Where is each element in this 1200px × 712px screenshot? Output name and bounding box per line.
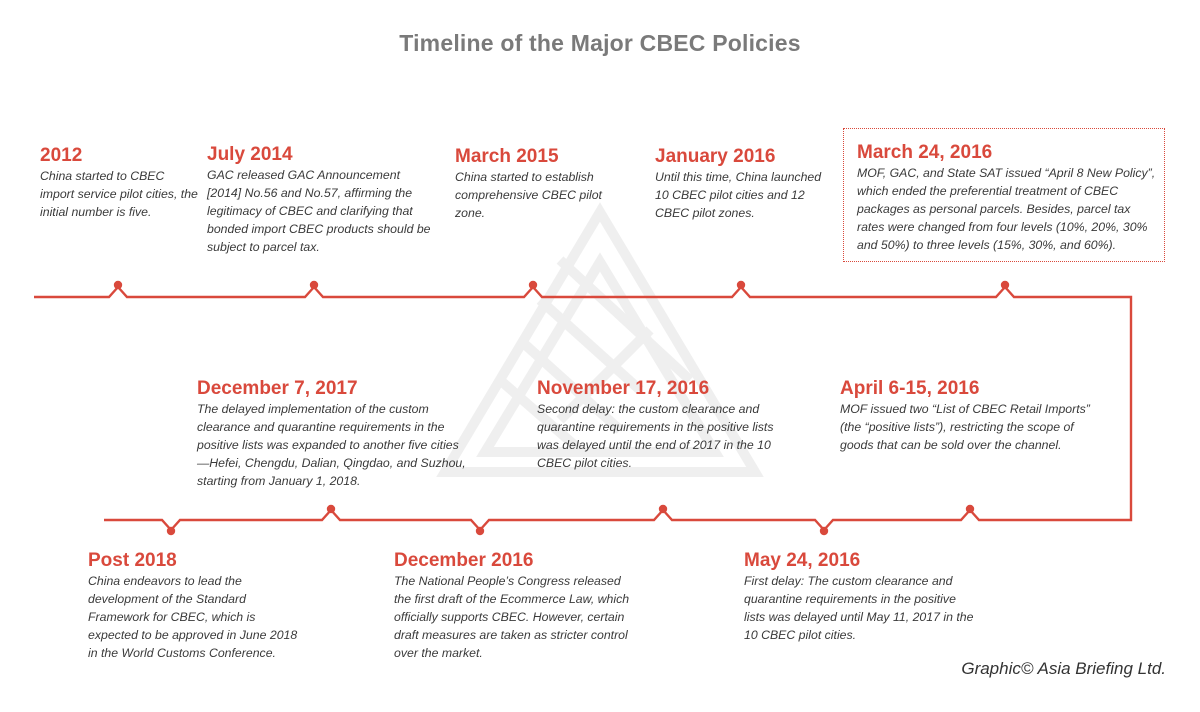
event-march-24-2016 bbox=[857, 142, 1157, 254]
event-description: The delayed implementation of the custom clearance and quarantine requirements in the positive lists was expanded to another five cities—Hefei, Chengdu, Dalian, Qingdao, and Suzhou, starting from January 1, 2018. bbox=[197, 402, 466, 488]
timeline-marker-dot bbox=[114, 281, 122, 289]
event-date: March 24, 2016 bbox=[857, 142, 993, 163]
timeline-marker-dot bbox=[167, 527, 175, 535]
timeline-marker-dot bbox=[820, 527, 828, 535]
event-description: First delay: The custom clearance and quarantine requirements in the positive lists was delayed until May 11, 2017 in the 10 CBEC pilot cities. bbox=[744, 574, 974, 642]
event-date: Post 2018 bbox=[88, 550, 177, 571]
timeline-marker-dot bbox=[659, 505, 667, 513]
timeline-marker-dot bbox=[737, 281, 745, 289]
event-description: China started to CBEC import service pilot cities, the initial number is five. bbox=[40, 169, 198, 219]
event-date: November 17, 2016 bbox=[537, 378, 710, 399]
event-description: MOF, GAC, and State SAT issued “April 8 New Policy”, which ended the preferential treatment of CBEC packages as personal parcels. Besides, parcel tax rates were changed from four levels (10%, 20%, 30% and 50%) to three levels (15%, 30%, and 60%). bbox=[857, 166, 1156, 252]
page-title: Timeline of the Major CBEC Policies bbox=[399, 30, 801, 56]
event-december-7-2017 bbox=[197, 378, 467, 490]
event-date: July 2014 bbox=[207, 144, 293, 165]
event-march-2015 bbox=[455, 146, 625, 222]
event-may-24-2016 bbox=[744, 550, 974, 644]
event-2012 bbox=[40, 145, 200, 221]
event-description: Until this time, China launched 10 CBEC pilot cities and 12 CBEC pilot zones. bbox=[655, 170, 822, 220]
graphic-credit: Graphic© Asia Briefing Ltd. bbox=[961, 659, 1166, 678]
event-date: April 6-15, 2016 bbox=[840, 378, 980, 399]
timeline-marker-dot bbox=[1001, 281, 1009, 289]
event-date: December 7, 2017 bbox=[197, 378, 358, 399]
timeline-marker-dot bbox=[310, 281, 318, 289]
timeline-marker-dot bbox=[327, 505, 335, 513]
event-july-2014 bbox=[207, 144, 437, 256]
event-april-6-15-2016 bbox=[840, 378, 1090, 454]
event-december-2016 bbox=[394, 550, 634, 662]
event-post-2018 bbox=[88, 550, 298, 662]
event-date: March 2015 bbox=[455, 146, 559, 167]
event-date: December 2016 bbox=[394, 550, 534, 571]
event-date: May 24, 2016 bbox=[744, 550, 861, 571]
event-description: The National People’s Congress released the first draft of the Ecommerce Law, which officially supports CBEC. However, certain draft measures are taken as stricter control over the market. bbox=[394, 574, 630, 660]
event-description: China started to establish comprehensive CBEC pilot zone. bbox=[455, 170, 602, 220]
event-description: GAC released GAC Announcement [2014] No.56 and No.57, affirming the legitimacy of CBEC and clarifying that bonded import CBEC products should be subject to parcel tax. bbox=[207, 168, 431, 254]
timeline-marker-dot bbox=[966, 505, 974, 513]
timeline-marker-dot bbox=[476, 527, 484, 535]
event-january-2016 bbox=[655, 146, 835, 222]
event-description: Second delay: the custom clearance and quarantine requirements in the positive lists was delayed until the end of 2017 in the 10 CBEC pilot cities. bbox=[537, 402, 774, 470]
event-date: 2012 bbox=[40, 145, 83, 166]
event-date: January 2016 bbox=[655, 146, 776, 167]
timeline-marker-dot bbox=[529, 281, 537, 289]
event-description: China endeavors to lead the development of the Standard Framework for CBEC, which is expected to be approved in June 2018 in the World Customs Conference. bbox=[88, 574, 298, 660]
event-description: MOF issued two “List of CBEC Retail Imports” (the “positive lists”), restricting the scope of goods that can be sold over the channel. bbox=[840, 402, 1090, 452]
event-november-17-2016 bbox=[537, 378, 782, 472]
